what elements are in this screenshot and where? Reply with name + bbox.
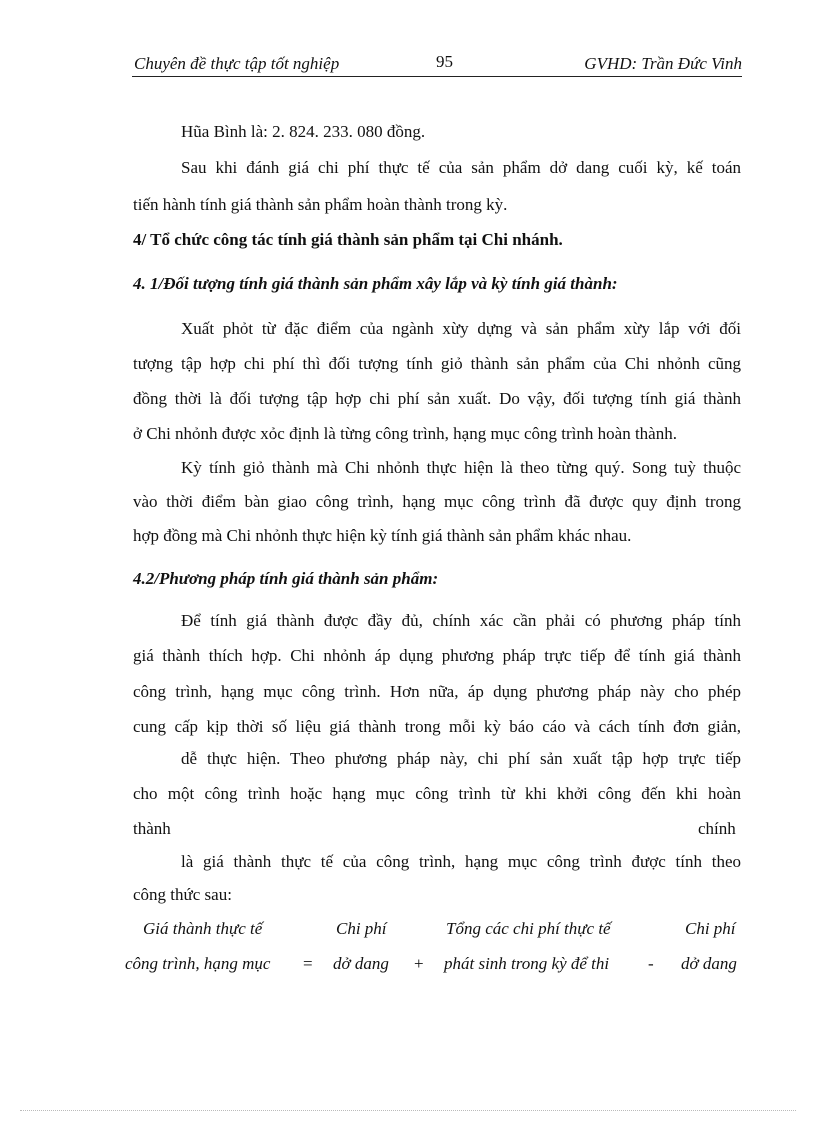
formula-plus: + bbox=[414, 954, 424, 973]
body-line: dễ thực hiện. Theo phương pháp này, chi phí sản xuất tập hợp trực tiếp bbox=[181, 749, 741, 768]
header-advisor: GVHD: Trần Đức Vinh bbox=[584, 54, 742, 73]
formula-term: Tổng các chi phí thực tế bbox=[446, 919, 611, 938]
body-line: Xuất phỏt từ đặc điểm của ngành xừy dựng và sản phẩm xừy lắp với đối bbox=[181, 319, 741, 338]
header-title: Chuyên đề thực tập tốt nghiệp bbox=[134, 54, 340, 73]
body-line: tượng tập hợp chi phí thì đối tượng tính giỏ thành sản phẩm của Chi nhỏnh cũng bbox=[133, 354, 741, 373]
formula-term: Chi phí bbox=[685, 919, 736, 938]
body-line: chính bbox=[698, 819, 736, 838]
page-header bbox=[132, 52, 742, 77]
section-heading: 4/ Tổ chức công tác tính giá thành sản phẩm tại Chi nhánh. bbox=[133, 230, 563, 249]
subsection-heading: 4.2/Phương pháp tính giá thành sản phẩm: bbox=[133, 569, 439, 588]
body-line: cho một công trình hoặc hạng mục công trình từ khi khởi công đến khi hoàn bbox=[133, 784, 741, 803]
page-number: 95 bbox=[436, 52, 453, 71]
body-line: ở Chi nhỏnh được xỏc định là từng công trình, hạng mục công trình hoàn thành. bbox=[133, 424, 677, 443]
formula-term: Giá thành thực tế bbox=[143, 919, 263, 938]
body-line: Hũa Bình là: 2. 824. 233. 080 đồng. bbox=[181, 122, 426, 141]
formula-term: dở dang bbox=[681, 954, 737, 973]
body-line: Kỳ tính giỏ thành mà Chi nhỏnh thực hiện là theo từng quý. Song tuỳ thuộc bbox=[181, 458, 741, 477]
formula-term: công trình, hạng mục bbox=[125, 954, 271, 973]
body-line: vào thời điểm bàn giao công trình, hạng mục công trình đã được quy định trong bbox=[133, 492, 741, 511]
formula-equals: = bbox=[303, 954, 313, 973]
body-line: hợp đồng mà Chi nhỏnh thực hiện kỳ tính giá thành sản phẩm khác nhau. bbox=[133, 526, 632, 545]
subsection-heading: 4. 1/Đối tượng tính giá thành sản phẩm xây lắp và kỳ tính giá thành: bbox=[133, 274, 618, 293]
body-line: tiến hành tính giá thành sản phẩm hoàn thành trong kỳ. bbox=[133, 195, 508, 214]
body-line: thành bbox=[133, 819, 171, 838]
formula-term: dở dang bbox=[333, 954, 389, 973]
body-line: công thức sau: bbox=[133, 885, 232, 904]
body-line: Để tính giá thành được đầy đủ, chính xác cần phải có phương pháp tính bbox=[181, 611, 741, 630]
body-line: Sau khi đánh giá chi phí thực tế của sản phẩm dở dang cuối kỳ, kế toán bbox=[181, 158, 741, 177]
formula-minus: - bbox=[648, 954, 654, 973]
page-footer-divider bbox=[20, 1110, 796, 1111]
formula-term: phát sinh trong kỳ để thi bbox=[444, 954, 610, 973]
body-line: là giá thành thực tế của công trình, hạng mục công trình được tính theo bbox=[181, 852, 741, 871]
body-line: cung cấp kịp thời số liệu giá thành trong mỗi kỳ báo cáo và cách tính đơn giản, bbox=[133, 717, 741, 736]
body-line: đồng thời là đối tượng tập hợp chi phí sản xuất. Do vậy, đối tượng tính giá thành bbox=[133, 389, 741, 408]
body-line: giá thành thích hợp. Chi nhỏnh áp dụng phương pháp trực tiếp để tính giá thành bbox=[133, 646, 741, 665]
body-line: công trình, hạng mục công trình. Hơn nữa, áp dụng phương pháp này cho phép bbox=[133, 682, 741, 701]
formula-term: Chi phí bbox=[336, 919, 387, 938]
